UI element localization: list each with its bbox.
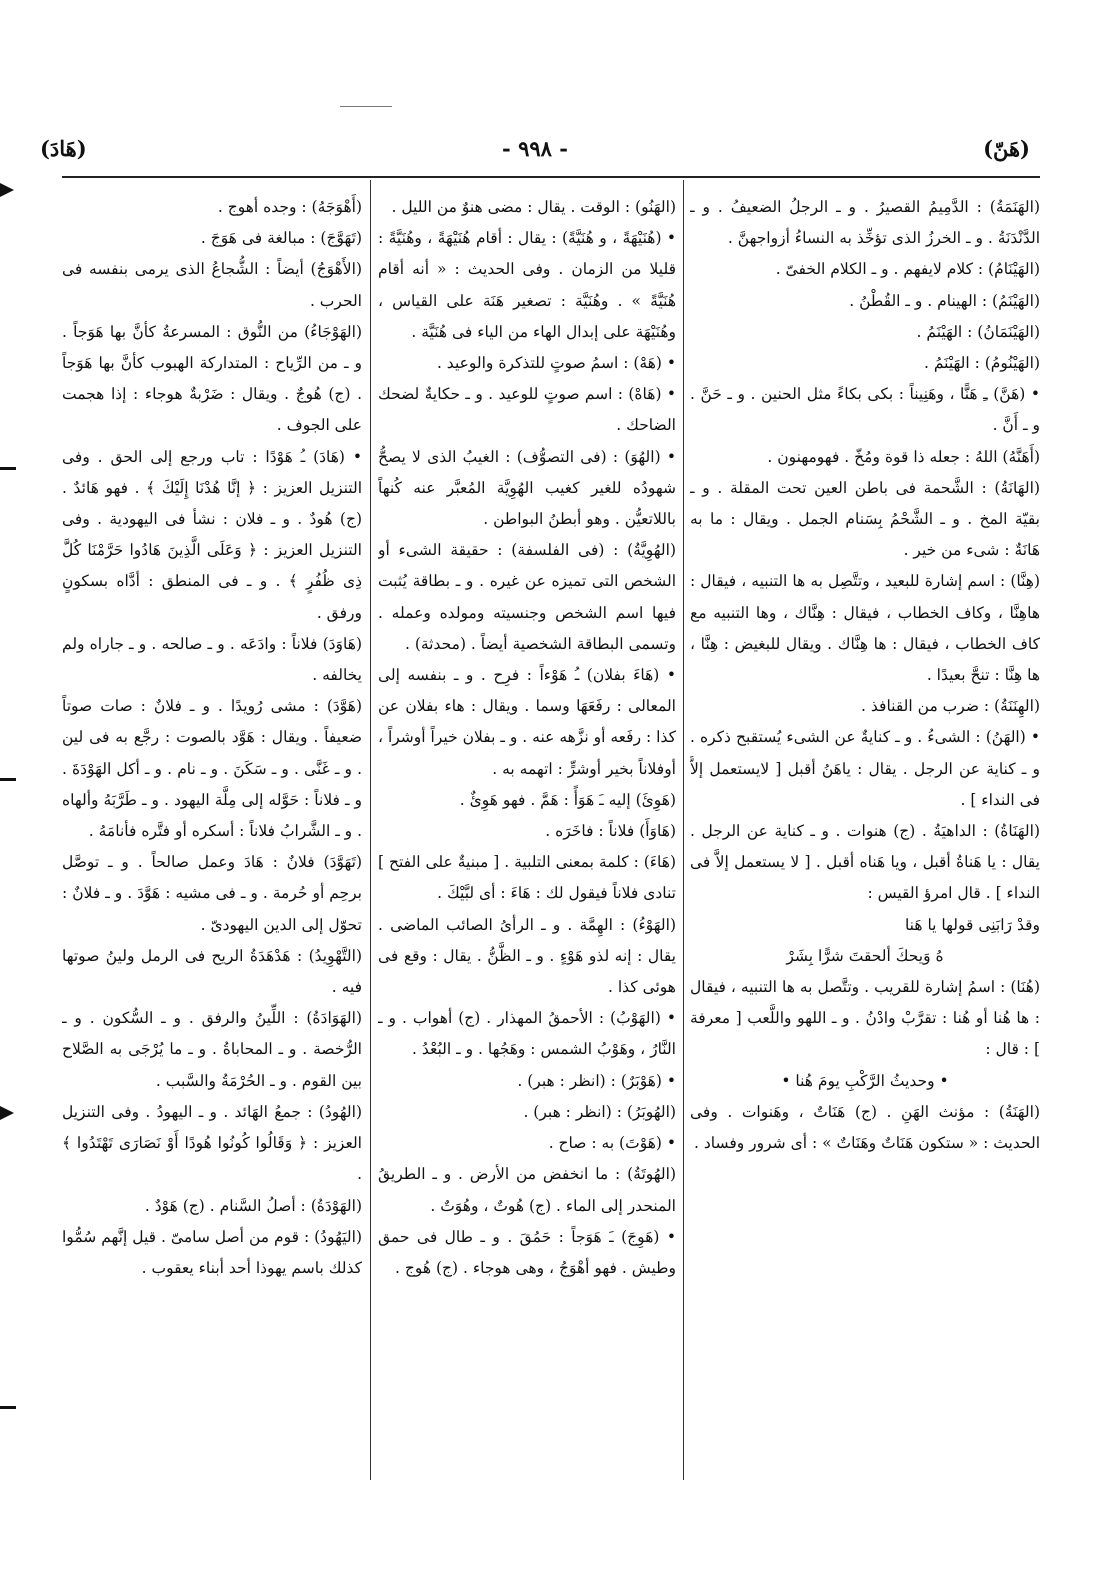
page-number: - ٩٩٨ - — [502, 136, 568, 161]
entry: (هِنَّا) : اسم إشارة للبعيد ، وتتَّصِل به ها التنبيه ، فيقال : هاهِنَّا ، وكاف الخطاب ، فيقال : هِنَّاك ، وها التنبيه مع كاف الخطاب ، فيقال : ها هِنَّاك . ويقال للبغيض : هِنَّا ، ها هِنَّا : تنحَّ بعيدًا . — [690, 572, 1040, 685]
entry: (التَّهْوِيدُ) : هَدْهَدَةُ الريح فى الرمل ولينُ صوتها فيه . — [62, 946, 362, 997]
entry: (هُنَا) : اسمُ إشارة للقريب . وتتَّصل به ها التنبيه ، فيقال : ها هُنا أو هُنا : تقرَّبْ وادْنُ . و ـ اللهو واللَّعب [ معرفة ] : قال : — [690, 978, 1040, 1059]
entry: (الهَنَاةُ) : الداهيَةُ . (ج) هنوات . و ـ كناية عن الرجل . يقال : يا هَناةُ أقبل ، ويا هَناه أقبل . [ لا يستعمل إلاَّ فى النداء ] . قال امرؤ القيس : — [690, 822, 1040, 903]
header-root-left: (هَادَ) — [40, 136, 87, 161]
entry: (الهَيْنَمُ) : الهينام . و ـ القُطْنُ . — [849, 291, 1040, 310]
entry: • (هَنَّ) ـِ هَنًّا ، وهَنِيناً : بكى بكاءً مثل الحنين . و ـ حَنَّ . و ـ أَنَّ . — [690, 385, 1040, 435]
entry: (الهَانَةُ) : الشَّحمة فى باطن العين تحت المقلة . و ـ بقيّة المخ . و ـ الشَّحْمُ بِسَنام الجمل . ويقال : ما به هَانَةٌ : شىء من خير . — [690, 478, 1040, 560]
entry: (الهُوتَةُ) : ما انخفض من الأرض . و ـ الطريقُ المنحدر إلى الماء . (ج) هُوتٌ ، وهُوَتٌ . — [378, 1165, 676, 1215]
page-header — [40, 136, 1030, 166]
entry: • (هَوْبَرٌ) : (انظر : هبر) . — [517, 1071, 676, 1090]
entry: • (هَاءَ بفلان) ـُ هَوْءاً : فرِح . و ـ بنفسه إلى المعالى : رفَعَهَا وسما . ويقال : هاء بفلان عن كذا : رفَعه أو نزَّهه عنه . و ـ بفلان خيراً أوشراً ، أوفلاناً بخير أوشرٍّ : اتهمه به . — [378, 666, 676, 778]
scan-mark — [340, 106, 392, 107]
entry: • (هُنَيْهَةً ، و هُنَيَّةً) : يقال : أقام هُنَيْهَةً ، وهُنَيَّةً : قليلا من الزمان . وفى الحديث : « أنه أقام هُنَيَّةً » . وهُنَيَّة : تصغير هَنَة على القياس ، وهُنَيْهَة على إبدال الهاء من الياء فى هُنَيَّة . — [378, 229, 676, 341]
entry: • (هَوِجَ) ـَ هَوَجاً : حَمُقَ . و ـ طال فى حمق وطيش . فهو أهْوَجُ ، وهى هوجاء . (ج) هُوج . — [378, 1227, 676, 1277]
margin-tick — [0, 467, 16, 470]
margin-arrow — [0, 1106, 14, 1120]
entry: (الأَهْوَجُ) أيضاً : الشُّجاعُ الذى يرمى بنفسه فى الحرب . — [62, 260, 362, 310]
column-divider — [683, 180, 684, 1480]
entry: (الهَيْنُومُ) : الهَيْنَمُ . — [923, 354, 1040, 373]
entry: • (هَادَ) ـُ هَوْدًا : تاب ورجع إلى الحق . وفى التنزيل العزيز : ﴿ إنَّا هُدْنَا إِلَيْكَ ﴾ . فهو هَائدٌ . (ج) هُودٌ . و ـ فلان : نشأ فى اليهودية . وفى التنزيل العزيز : ﴿ وَعَلَى الَّذِينَ هَادُوا حَرَّمْنَا كُلَّ ذِى ظُفُرٍ ﴾ . و ـ فى المنطق : أدَّاه بسكونٍ ورفق . — [62, 447, 362, 622]
entry: (الهُوبَرُ) : (انظر : هبر) . — [523, 1102, 676, 1121]
entry: (الهَنُو) : الوقت . يقال : مضى هنوٌ من الليل . — [391, 198, 676, 216]
entry: • (هَاهْ) : اسم صوتٍ للوعيد . و ـ حكايةٌ لضحك الضاحك . — [378, 385, 676, 435]
entry: (الهَوْجَاءُ) من النُّوق : المسرعةُ كأنَّ بها هَوَجاً . و ـ من الرِّياح : المتداركة الهبوب كأنَّ بها هَوَجاً . (ج) هُوجٌ . ويقال : ضَرْبةٌ هوجاء : إذا هجمت على الجوف . — [62, 322, 362, 435]
column-right — [690, 192, 1040, 1482]
entry: (الهَنَةُ) : مؤنث الهَنِ . (ج) هَنَاتٌ ، وهَنوات . وفى الحديث : « ستكون هَنَاتٌ وهَنَاتٌ » : أى شرور وفساد . — [690, 1102, 1040, 1153]
header-rule — [62, 176, 1040, 178]
entry: (هَاءَ) : كلمة بمعنى التلبية . [ مبنيةٌ على الفتح ] تنادى فلاناً فيقول لك : هَاءَ : أى لبَّيْكَ . — [378, 853, 676, 903]
entry: (هَوِئَ) إليه ـَ هَوَأً : هَمَّ . فهو هَوِئٌ . — [459, 790, 676, 809]
entry: (الهَوْدَةُ) : أصلُ السَّنام . (ج) هَوْدٌ . — [144, 1196, 362, 1215]
poem-verse: هُ وَيحكَ ألحقتَ شرًّا بِشَرْ — [786, 946, 944, 965]
column-left — [62, 192, 362, 1482]
poem-verse: وقدْ رَابَنِى قولها يا هَنا — [904, 915, 1040, 934]
entry: (هَاوَأَ) فلاناً : فاخَرَه . — [545, 822, 676, 841]
entry: (الهُودُ) : جمعُ الهَائد . و ـ اليهودُ . وفى التنزيل العزيز : ﴿ وَقَالُوا كُونُوا هُودًا أَوْ نَصَارَى تَهْتَدُوا ﴾ . — [62, 1102, 362, 1184]
margin-tick — [0, 1406, 16, 1409]
entry: (هَاوَدَ) فلاناً : وادَعَه . و ـ صالحه . و ـ جاراه ولم يخالفه . — [62, 634, 362, 685]
entry: (الهَيْنَامُ) : كلام لايفهم . و ـ الكلام الخفىّ . — [775, 260, 1040, 279]
entry: (الهُوِيَّةُ) : (فى الفلسفة) : حقيقة الشىء أو الشخص التى تميزه عن غيره . و ـ بطاقة يُثبت فيها اسم الشخص وجنسيته ومولده وعمله . وتسمى البطاقة الشخصية أيضاً . (محدثة) . — [378, 541, 676, 653]
entry: (تَهَوَّدَ) فلانٌ : هَادَ وعمل صالحاً . و ـ توصَّل برحِم أو حُرمة . و ـ فى مشيه : هَوَّدَ . و ـ فلانٌ : تحوّل إلى الدين اليهودىّ . — [62, 853, 362, 934]
entry: (الهَيْنَمَانُ) : الهَيْنَمُ . — [916, 322, 1040, 341]
entry: (الهَوْءُ) : الهِمَّة . و ـ الرأىُ الصائب الماضى . يقال : إنه لذو هَوْءٍ . و ـ الظَّنُّ . يقال : وقع فى هوئى كذا . — [378, 915, 676, 997]
entry: (أَهْوَجَهُ) : وجده أهوج . — [217, 198, 362, 216]
entry: • (الهَنُ) : الشىءُ . و ـ كنايةٌ عن الشىء يُستقبح ذكره . و ـ كناية عن الرجل . يقال : ياهَنُ أقبل [ لايستعمل إلاَّ فى النداء ] . — [690, 728, 1040, 809]
entry: • (الهَوْبُ) : الأحمقُ المهذار . (ج) أهواب . و ـ النَّارُ ، وهَوْبُ الشمس : وهَجُها . و ـ البُعْدُ . — [378, 1009, 676, 1059]
entry: • (هَهْ) : اسمُ صوتٍ للتذكرة والوعيد . — [436, 354, 676, 373]
column-divider — [370, 180, 371, 1480]
margin-arrow — [0, 183, 14, 197]
entry: (اليَهُودُ) : قوم من أصل سامىّ . قيل إنَّهم سُمُّوا كذلك باسم يهوذا أحد أبناء يعقوب . — [62, 1227, 362, 1277]
poem-verse: • وحديثُ الرَّكْبِ يومَ هُنا • — [781, 1071, 949, 1090]
entry: (هَوَّدَ) : مشى رُويدًا . و ـ فلانٌ : صات صوتاً ضعيفاً . ويقال : هَوَّد بالصوت : رجَّع به فى لين . و ـ غَنَّى . و ـ سَكَنَ . و ـ نام . و ـ أكل الهَوْدَةَ . و ـ فلاناً : حَوَّله إلى مِلَّة اليهود . و ـ طَرَّبَهُ وألهاه . و ـ الشَّرابُ فلاناً : أسكره أو فتَّره فأنامَهُ . — [62, 697, 362, 841]
entry: (تَهَوَّجَ) : مبالغة فى هَوَجَ . — [200, 229, 362, 248]
entry: (الهَنَمَةُ) : الدَّمِيمُ القصيرُ . و ـ الرجلُ الضعيفُ . و ـ الدَّنْدَنَةُ . و ـ الخرزُ الذى تؤخِّذ به النساءُ أزواجهنَّ . — [690, 198, 1040, 248]
entry: (الهَوَادَةُ) : اللِّينُ والرفق . و ـ السُّكون . و ـ الرُّخصة . و ـ المحاباةُ . و ـ ما يُرْجَى به الصَّلاح بين القوم . و ـ الحُرْمَةُ والسَّبب . — [62, 1009, 362, 1090]
column-middle — [378, 192, 676, 1482]
entry: (أَهَنَّهُ) اللهُ : جعله ذا قوة ومُخّ . فهومهنون . — [767, 447, 1040, 466]
entry: • (الهُوَ) : (فى التصوُّف) : الغيبُ الذى لا يصحُّ شهودُه للغير كغيب الهُوِيَّة المُعبَّر عنه كُنهاً باللاتعيُّن . وهو أبطنُ البواطن . — [378, 447, 676, 529]
entry: • (هَوْتَ) به : صاح . — [548, 1134, 676, 1153]
margin-tick — [0, 778, 16, 781]
entry: (الهِنَنَةُ) : ضرب من القنافذ . — [861, 697, 1040, 716]
header-root-right: (هَنّ) — [983, 136, 1030, 161]
